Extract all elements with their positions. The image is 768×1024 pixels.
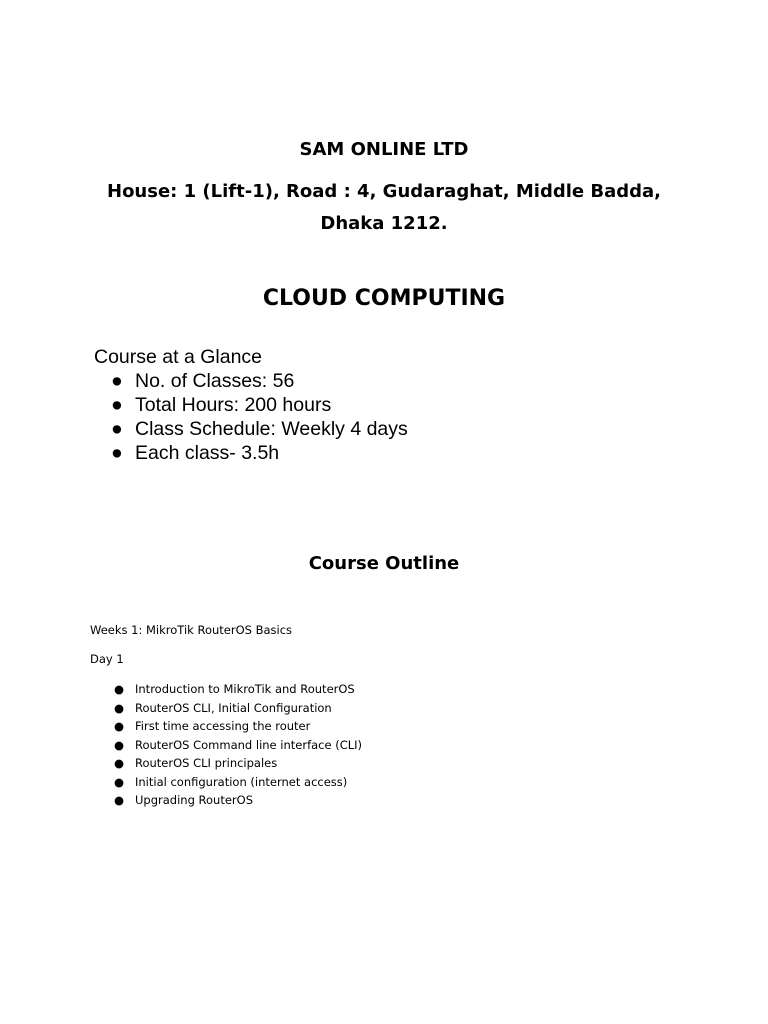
course-title: CLOUD COMPUTING: [262, 286, 506, 311]
company-address: House: 1 (Lift-1), Road : 4, Gudaraghat, Middle Badda, Dhaka 1212.: [107, 181, 661, 234]
list-item: [94, 393, 654, 417]
week-label: Weeks 1: MikroTik RouterOS Basics: [90, 623, 293, 637]
glance-item-schedule: Class Schedule: Weekly 4 days: [135, 418, 408, 440]
list-item: [94, 369, 654, 393]
list-item: [90, 736, 650, 755]
topic-text: RouterOS CLI, Initial Configuration: [135, 700, 332, 715]
bullet-icon: ●: [111, 418, 123, 440]
bullet-icon: ●: [114, 719, 125, 733]
topic-text: RouterOS CLI principales: [135, 756, 278, 770]
company-name: SAM ONLINE LTD: [299, 139, 469, 160]
glance-title: Course at a Glance: [94, 346, 263, 368]
bullet-icon: ●: [111, 394, 123, 416]
course-at-a-glance: [94, 345, 654, 465]
topic-text: Introduction to MikroTik and RouterOS: [135, 682, 355, 696]
bullet-icon: ●: [111, 442, 123, 464]
glance-item-classes: No. of Classes: 56: [135, 370, 295, 392]
glance-list: [94, 369, 654, 465]
glance-item-class-length: Each class- 3.5h: [135, 442, 280, 464]
topic-text: Upgrading RouterOS: [135, 793, 253, 807]
bullet-icon: ●: [114, 793, 125, 807]
topic-text: Initial configuration (internet access): [135, 774, 348, 789]
list-item: [90, 791, 650, 810]
bullet-icon: ●: [114, 737, 125, 752]
bullet-icon: ●: [114, 700, 125, 715]
bullet-icon: ●: [114, 774, 125, 789]
topic-text: RouterOS Command line interface (CLI): [135, 737, 363, 752]
list-item: [90, 717, 650, 736]
glance-item-hours: Total Hours: 200 hours: [135, 394, 332, 416]
day-label: Day 1: [90, 652, 124, 666]
topic-list: [90, 680, 650, 810]
bullet-icon: ●: [111, 370, 123, 392]
list-item: [90, 773, 650, 792]
list-item: [94, 417, 654, 441]
list-item: [90, 699, 650, 718]
topic-text: First time accessing the router: [135, 719, 311, 733]
bullet-icon: ●: [114, 756, 125, 770]
list-item: [90, 754, 650, 773]
list-item: [94, 441, 654, 465]
outline-heading: Course Outline: [308, 553, 460, 574]
list-item: [90, 680, 650, 699]
bullet-icon: ●: [114, 682, 125, 696]
